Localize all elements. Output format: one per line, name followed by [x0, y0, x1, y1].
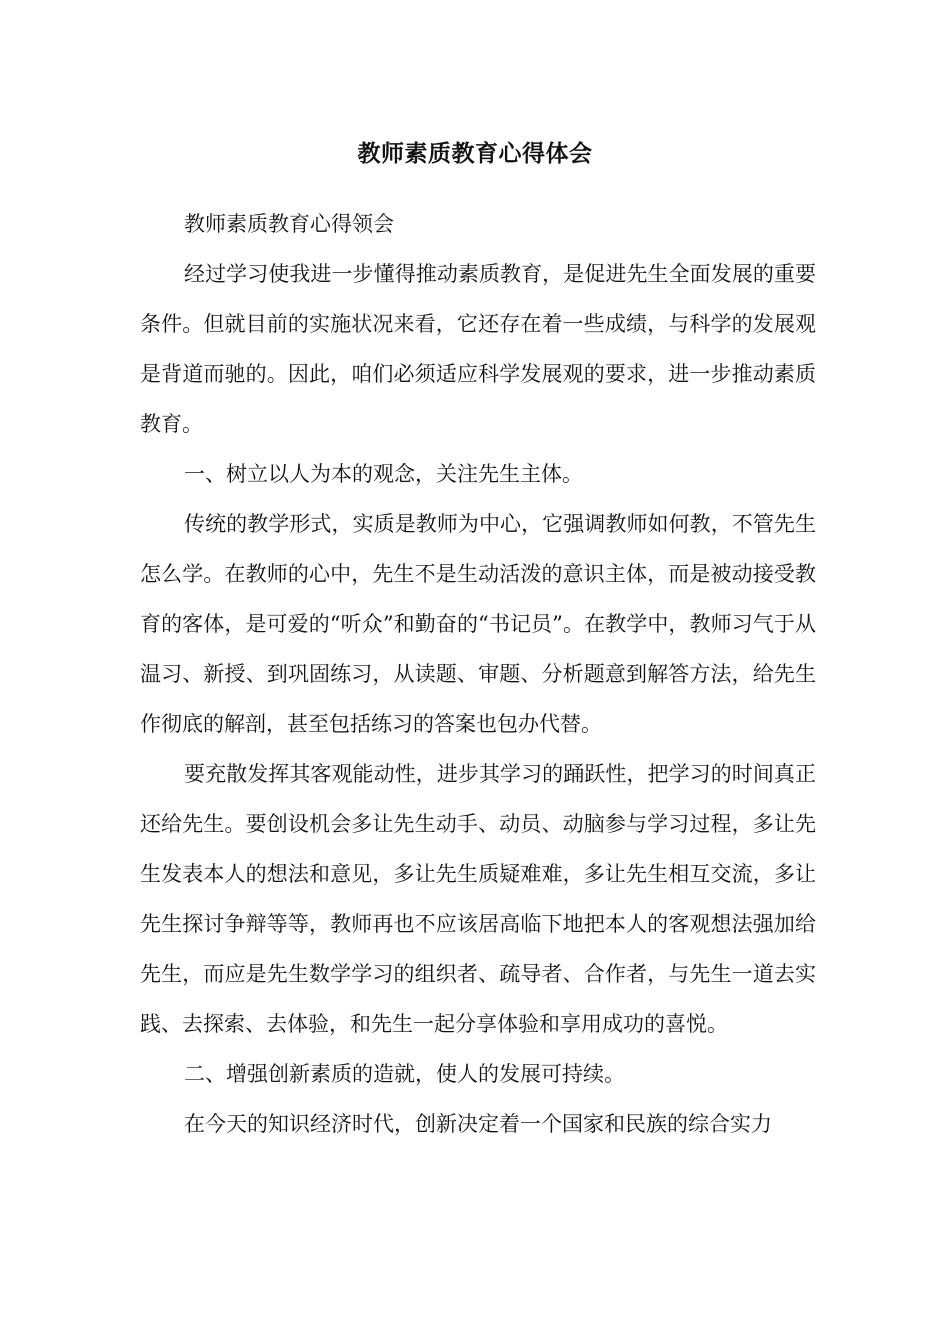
- document-title: 教师素质教育心得体会: [357, 141, 593, 167]
- paragraph-innovation: 在今天的知识经济时代，创新决定着一个国家和民族的综合实力: [184, 1112, 772, 1136]
- section-heading-1: 一、树立以人为本的观念，关注先生主体。: [184, 462, 583, 486]
- section-heading-2: 二、增强创新素质的造就，使人的发展可持续。: [184, 1062, 625, 1086]
- paragraph-student-initiative: 要充散发挥其客观能动性，进步其学习的踊跃性，把学习的时间真正还给先生。要创设机会多让先生动手、动员、动脑参与学习过程，多让先生发表本人的想法和意见，多让先生质疑难难，多让先生相互交流，多让先生探讨争辩等等，教师再也不应该居高临下地把本人的客观想法强加给先生，而应是先生数学学习的组织者、疏导者、合作者，与先生一道去实践、去探索、去体验，和先生一起分享体验和享用成功的喜悦。: [140, 762, 816, 1036]
- document-body: [140, 199, 816, 1149]
- paragraph-subtitle: 教师素质教育心得领会: [184, 212, 394, 236]
- paragraph-intro: 经过学习使我进一步懂得推动素质教育，是促进先生全面发展的重要条件。但就目前的实施状况来看，它还存在着一些成绩，与科学的发展观是背道而驰的。因此，咱们必须适应科学发展观的要求，进一步推动素质教育。: [140, 262, 816, 436]
- paragraph-traditional-teaching: 传统的教学形式，实质是教师为中心，它强调教师如何教，不管先生怎么学。在教师的心中，先生不是生动活泼的意识主体，而是被动接受教育的客体，是可爱的“听众”和勤奋的“书记员”。在教学中，教师习气于从温习、新授、到巩固练习，从读题、审题、分析题意到解答方法，给先生作彻底的解剖，甚至包括练习的答案也包办代替。: [140, 512, 816, 736]
